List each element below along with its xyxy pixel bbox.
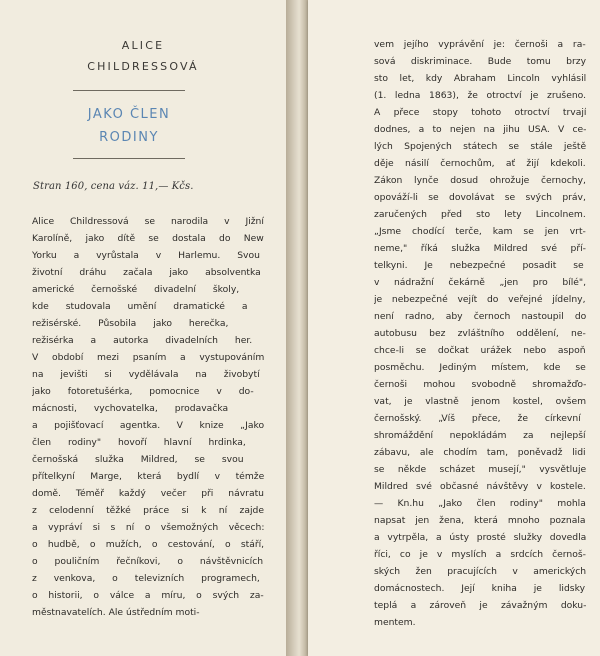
left-text-line: z venkova, o televizních programech, (32, 573, 260, 584)
left-text-line: domě. Téměř každý večer při návratu (32, 488, 264, 499)
left-text-line: černošská služka Mildred, se svou (32, 454, 244, 465)
right-text-line: A přece stopy tohoto otroctví trvají (374, 107, 586, 118)
right-text-line: říci, co je v myslích a srdcích černoš- (374, 549, 586, 560)
right-text-line: se někde scházet musejí," vysvětluje (374, 464, 586, 475)
title-rule-bottom (73, 158, 185, 159)
right-text-line: sová diskriminace. Bude tomu brzy (374, 56, 586, 67)
left-text-line: Yorku a vyrůstala v Harlemu. Svou (32, 250, 260, 261)
right-text-line: shromáždění nepokládám za nejlepší (374, 430, 586, 441)
right-text-line: dodnes, a to nejen na jihu USA. V ce- (374, 124, 586, 135)
left-text-line: kde studovala umění dramatické a (32, 301, 248, 312)
left-text-line: o pouličním řečníkovi, o návštěvnicích (32, 556, 264, 567)
left-text-line: městnavatelích. Ale ústředním moti- (32, 607, 200, 618)
left-text-line: mácnosti, vychovatelka, prodavačka (32, 403, 229, 414)
author-first-name: ALICE (121, 39, 165, 52)
right-text-line: vem jejího vyprávění je: černoši a ra- (374, 39, 586, 50)
right-text-line: neme," říká služka Mildred své pří- (374, 243, 586, 254)
right-text-line: (1. ledna 1863), že otroctví je zrušeno. (374, 90, 586, 101)
right-text-line: domácnostech. Její kniha je lidsky (374, 583, 586, 594)
book-title-line-2: RODINY (99, 130, 159, 145)
price-line: Stran 160, cena váz. 11,— Kčs. (33, 181, 194, 192)
right-text-line: posměchu. Jediným místem, kde se (374, 362, 586, 373)
right-text-line: opováží-li se dovolávat se svých práv, (374, 192, 586, 203)
right-text-line: děje násilí černochům, ať žijí kdekoli. (374, 158, 586, 169)
right-text-line: teplá a zároveň je závažným doku- (374, 600, 586, 611)
left-text-line: režisérka a autorka divadelních her. (32, 335, 253, 346)
right-text-line: není radno, aby černoch nastoupil do (374, 311, 586, 322)
right-text-line: ských žen pracujících v amerických (374, 566, 586, 577)
left-text-line: člen rodiny" hovoří hlavní hrdinka, (32, 437, 246, 448)
left-text-line: Karolíně, jako dítě se dostala do New (32, 233, 264, 244)
right-text-line: sto let, kdy Abraham Lincoln vyhlásil (374, 73, 586, 84)
right-text-line: telkyni. Je nebezpečné posadit se (374, 260, 584, 271)
right-text-line: zaručených před sto lety Lincolnem. (374, 209, 586, 220)
right-text-line: napsat jen žena, která mnoho poznala (374, 515, 586, 526)
left-text-line: o historii, o válce a míru, o svých za- (32, 590, 264, 601)
left-text-line: o hudbě, o mužích, o cestování, o stáří, (32, 539, 264, 550)
right-text-line: a vytrpěla, a ústy prosté služky dovedla (374, 532, 586, 543)
right-body-text (374, 36, 586, 631)
right-text-line: „Jsme chodící terče, kam se jen vrt- (374, 226, 586, 237)
left-body-text (32, 213, 264, 621)
right-text-line: Mildred své občasné návštěvy v kostele. (374, 481, 586, 492)
right-text-line: zábavu, ale chodím tam, poněvadž lidi (374, 447, 586, 458)
right-text-line: chce-li se dočkat urážek nebo aspoň (374, 345, 586, 356)
right-text-line: autobusu bez zvláštního oddělení, ne- (374, 328, 586, 339)
left-text-line: režisérské. Působila jako herečka, (32, 318, 229, 329)
left-text-line: na jevišti si vydělávala na živobytí (32, 369, 260, 380)
left-text-line: Alice Childressová se narodila v Jižní (32, 216, 264, 227)
left-text-line: americké černošské divadelní školy, (32, 284, 240, 295)
left-text-line: životní dráhu začala jako absolventka (32, 267, 261, 278)
title-rule-top (73, 90, 185, 91)
right-text-line: Zákon lynče dosud ohrožuje černochy, (374, 175, 586, 186)
left-page (0, 0, 286, 656)
right-text-line: vat, je vlastně jenom kostel, ovšem (374, 396, 586, 407)
right-text-line: je nebezpečné vejít do veřejné jídelny, (374, 294, 586, 305)
left-text-line: a pojišťovací agentka. V knize „Jako (32, 420, 264, 431)
right-text-line: lých Spojených státech se stále ještě (374, 141, 586, 152)
left-text-line: z celodenní těžké práce si k ní zajde (32, 505, 264, 516)
right-text-line: černoši mohou svobodně shromažďo- (374, 379, 586, 390)
right-text-line: — Kn.hu „Jako člen rodiny" mohla (374, 498, 586, 509)
left-text-line: přítelkyní Marge, která bydlí v témže (32, 471, 264, 482)
book-title-line-1: JAKO ČLEN (87, 107, 171, 122)
left-text-line: a vypráví si s ní o všemožných věcech: (32, 522, 264, 533)
author-last-name: CHILDRESSOVÁ (87, 60, 199, 73)
right-text-line: mentem. (374, 617, 416, 628)
page-gutter (286, 0, 308, 656)
right-text-line: v nádražní čekárně „jen pro bílé", (374, 277, 586, 288)
left-text-line: jako fotoretušérka, pomocnice v do- (32, 386, 254, 397)
left-text-line: V období mezi psaním a vystupováním (32, 352, 264, 363)
right-text-line: černošský. „Víš přece, že církevní (374, 413, 581, 424)
